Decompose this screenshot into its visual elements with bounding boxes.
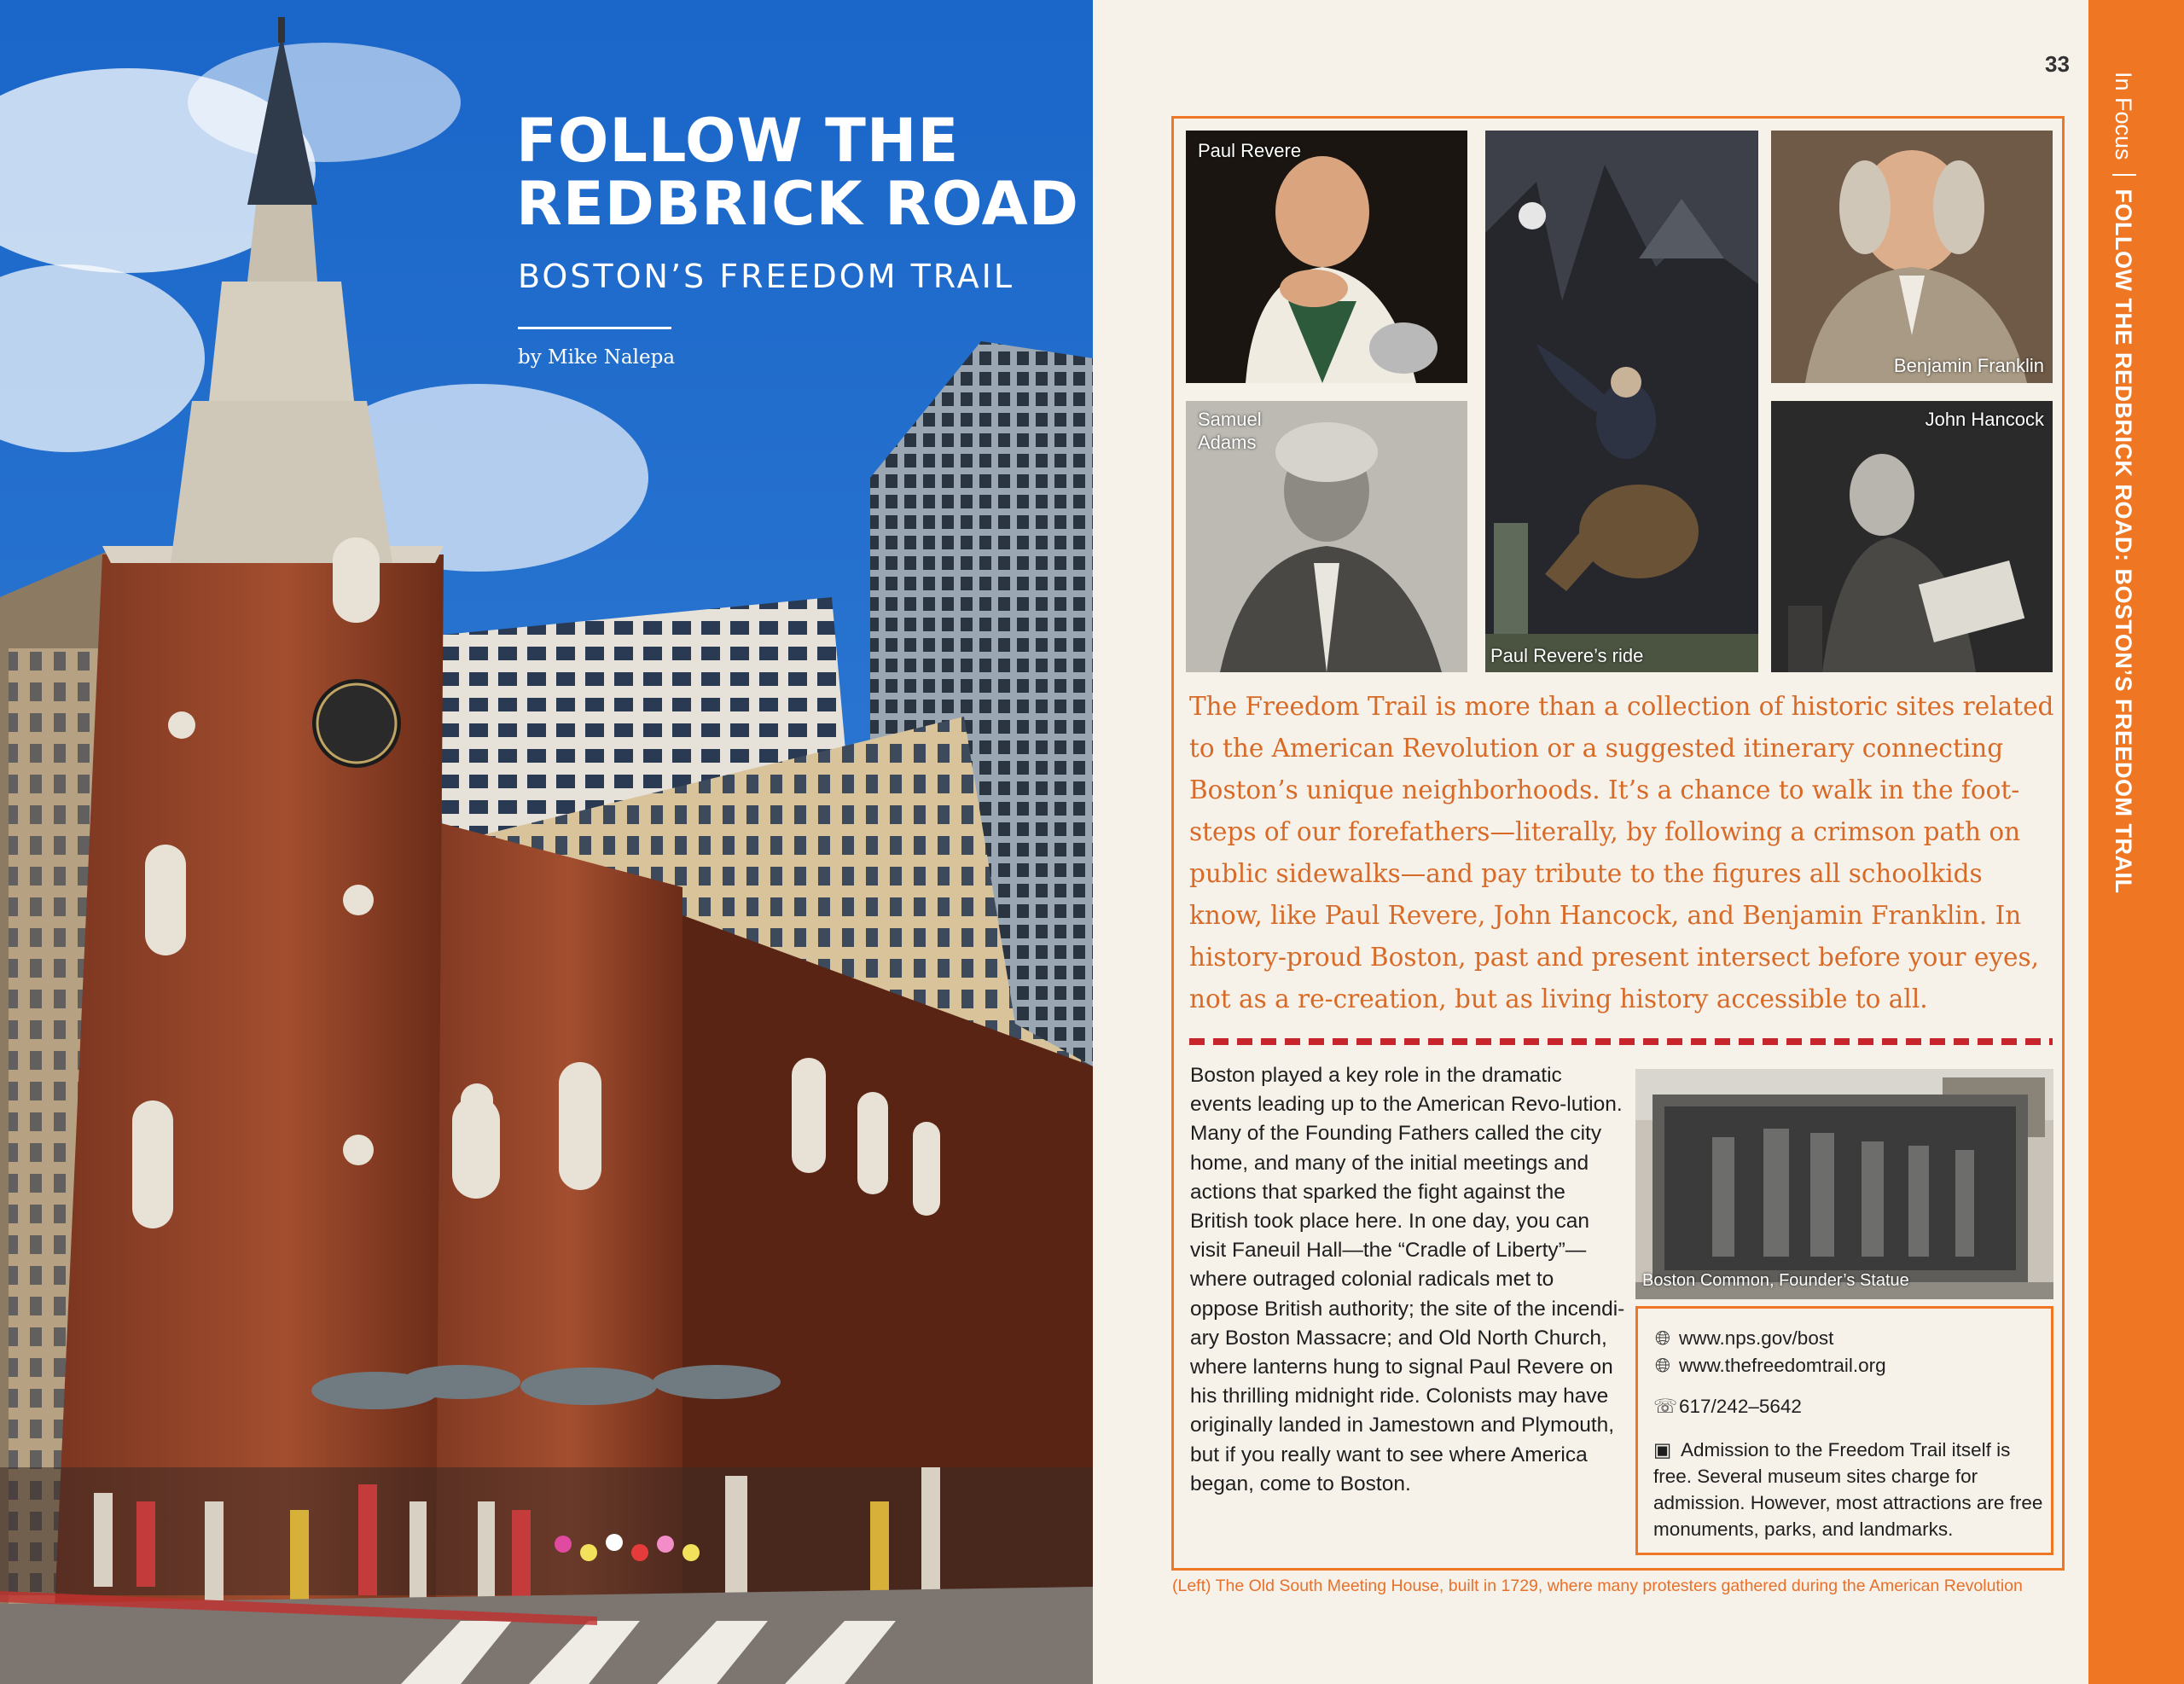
samuel-adams-label	[1198, 408, 1262, 454]
section-side-band	[2088, 0, 2184, 1684]
side-band-text	[2110, 72, 2136, 894]
website-freedomtrail[interactable]	[1653, 1355, 1886, 1377]
samuel-adams-label-line-2: Adams	[1198, 432, 1257, 453]
hero-divider	[518, 327, 671, 329]
ticket-icon: ▣	[1653, 1439, 1672, 1460]
dashed-divider	[1189, 1038, 2053, 1045]
chapter-running-title: FOLLOW THE REDBRICK ROAD: BOSTON’S FREEDOM TRAIL	[2111, 189, 2136, 894]
hero-title-line-1: FOLLOW THE	[516, 106, 960, 176]
samuel-adams-portrait	[1186, 401, 1467, 672]
page-number: 33	[2045, 51, 2070, 77]
website-nps[interactable]	[1653, 1327, 1833, 1350]
intro-paragraph: The Freedom Trail is more than a collection of historic sites related to the American Revolution or a suggested itinerary connecting Boston’s unique neighborhoods. It’s a chance to walk in the foot-steps of our forefathers—literally, by following a crimson path on public sidewalks—and pay tribute to the figures all schoolkids know, like Paul Revere, John Hancock, and Benjamin Franklin. In history-proud Boston, past and present intersect before your eyes, not as a re-creation, but as living history accessible to all.	[1189, 692, 2054, 1013]
article-page	[1093, 0, 2184, 1684]
john-hancock-portrait	[1771, 401, 2053, 672]
samuel-adams-label-line-1: Samuel	[1198, 409, 1262, 430]
founders-statue-photo	[1635, 1069, 2053, 1299]
side-band-separator	[2112, 174, 2136, 176]
paul-revere-portrait	[1186, 131, 1467, 383]
hero-subtitle: BOSTON’S FREEDOM TRAIL	[518, 258, 1015, 295]
website-nps-text: www.nps.gov/bost	[1679, 1327, 1834, 1349]
body-paragraph: Boston played a key role in the dramatic events leading up to the American Revo-lution. Many of the Founding Fathers called the city home, and many of the initial meetings and actions that sparked the fight against the British took place here. In one day, you can visit Faneuil Hall—the “Cradle of Liberty”—where outraged colonial radicals met to oppose British authority; the site of the incendi-ary Boston Massacre; and Old North Church, where lanterns hung to signal Paul Revere on his thrilling midnight ride. Colonists may have originally landed in Jamestown and Plymouth, but if you really want to see where America began, come to Boston.	[1190, 1064, 1625, 1495]
phone-icon: ☏	[1653, 1396, 1678, 1417]
visitor-info-box	[1635, 1306, 2053, 1555]
paul-revere-label: Paul Revere	[1198, 140, 1302, 161]
hero-byline: by Mike Nalepa	[518, 346, 676, 369]
hero-title-line-2: REDBRICK ROAD	[516, 169, 1079, 239]
admission-text: Admission to the Freedom Trail itself is free. Several museum sites charge for admission. However, most attractions are free monuments, parks, and landmarks.	[1653, 1439, 2043, 1540]
photo-caption: (Left) The Old South Meeting House, built in 1729, where many protesters gathered during the American Revolution	[1172, 1577, 2023, 1595]
phone-number-text: 617/242–5642	[1679, 1396, 1802, 1417]
hero-title	[516, 106, 1079, 239]
benjamin-franklin-portrait	[1771, 131, 2053, 383]
paul-reveres-ride-label: Paul Revere’s ride	[1490, 645, 1644, 666]
john-hancock-label: John Hancock	[1925, 409, 2044, 430]
statue-photo-label: Boston Common, Founder’s Statue	[1642, 1271, 1909, 1290]
phone-number	[1653, 1396, 1802, 1418]
globe-icon: 🌐︎	[1654, 1327, 1670, 1349]
website-freedomtrail-text: www.thefreedomtrail.org	[1679, 1355, 1886, 1376]
section-label: In Focus	[2111, 72, 2136, 160]
globe-icon: 🌐︎	[1654, 1355, 1670, 1376]
admission-note	[1653, 1437, 2046, 1542]
paul-reveres-ride-engraving	[1485, 131, 1758, 672]
benjamin-franklin-label: Benjamin Franklin	[1893, 355, 2044, 376]
